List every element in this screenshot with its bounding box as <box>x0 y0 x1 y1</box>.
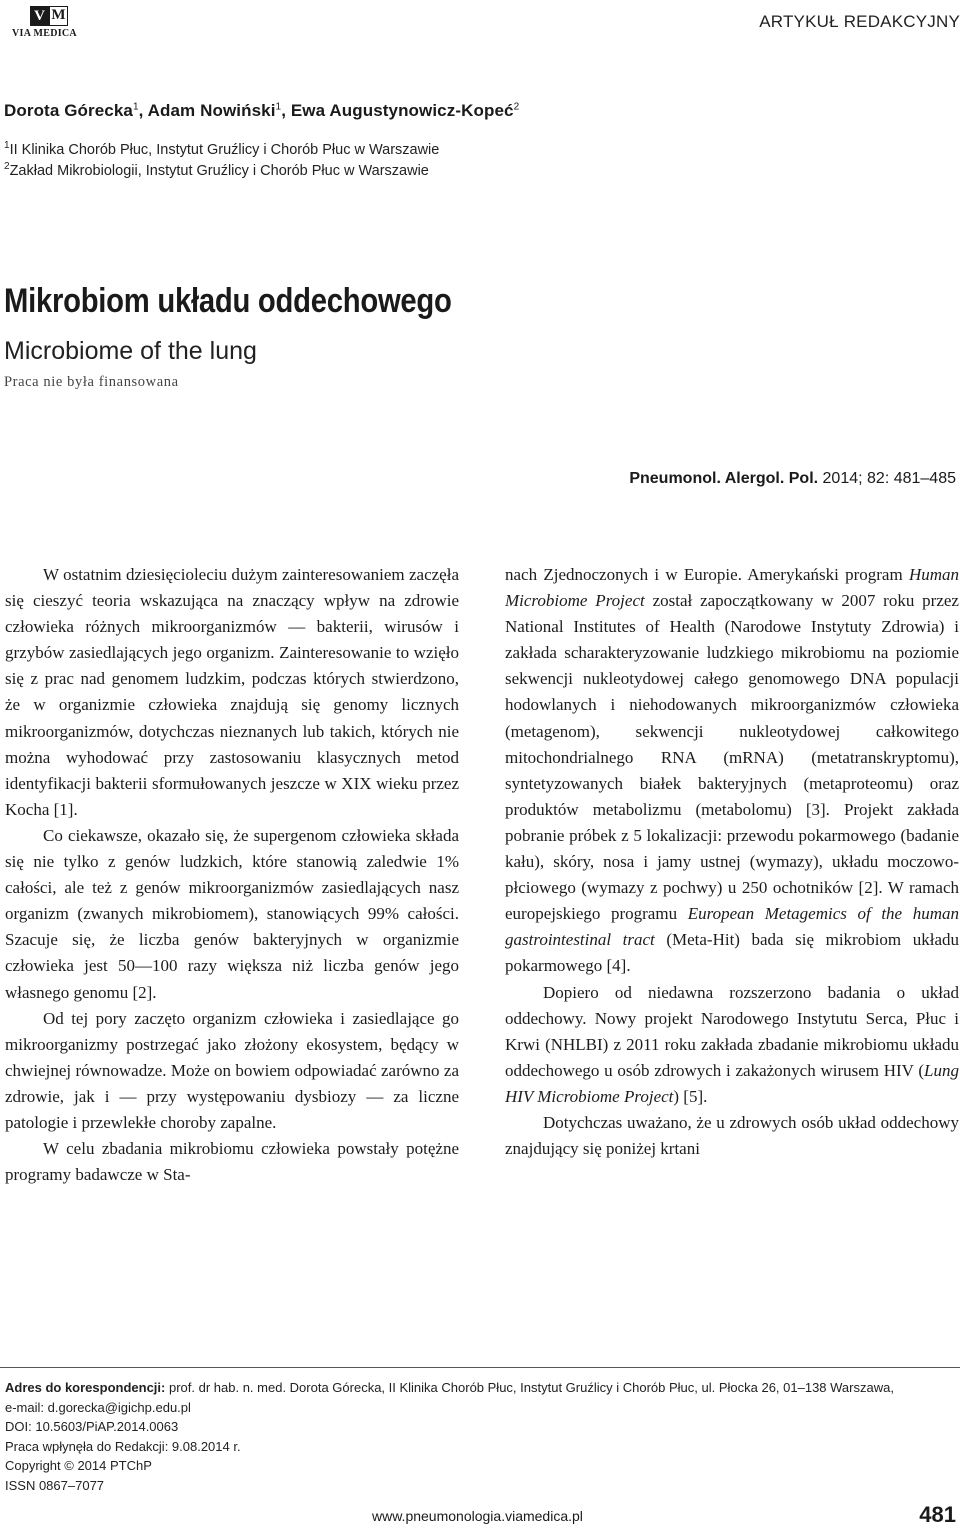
correspondence-label: Adres do korespondencji: <box>5 1380 166 1395</box>
affiliation-sup: 1 <box>4 140 10 151</box>
author-name: Adam Nowiński <box>147 101 276 120</box>
paragraph <box>505 980 959 1110</box>
body-column-right <box>505 562 959 1162</box>
text-run: Dopiero od niedawna rozszerzono badania o układ oddechowy. Nowy projekt Narodowego Instytutu Serca, Płuc i Krwi (NHLBI) z 2011 roku zakłada zbadanie mikrobiomu układu oddechowego u osób zdrowych i zakażonych wirusem HIV ( <box>505 982 959 1080</box>
author-sup: 1 <box>132 101 139 113</box>
paragraph: Od tej pory zaczęto organizm człowieka i zasiedlające go mikroorganizmy postrzegać jako złożony ekosystem, będący w chwiejnej równowadze. Może on bowiem odpowiadać zarówno za zdrowie, jak i — przy występowaniu dysbiozy — za liczne patologie i przewlekłe choroby zapalne. <box>5 1008 459 1132</box>
publisher-name: VIA MEDICA <box>12 28 77 39</box>
authors <box>4 101 519 121</box>
author-sup: 2 <box>513 101 520 113</box>
paragraph: Dotychczas uważano, że u zdrowych osób układ oddechowy znajdujący się poniżej krtani <box>505 1112 959 1159</box>
project-name: Lung HIV Microbiome Project <box>505 1060 959 1106</box>
email: e-mail: d.gorecka@igichp.edu.pl <box>5 1399 191 1415</box>
correspondence-block <box>5 1378 955 1495</box>
doi: DOI: 10.5603/PiAP.2014.0063 <box>5 1419 179 1434</box>
paragraph: W celu zbadania mikrobiomu człowieka powstały potężne programy badawcze w Sta- <box>5 1139 459 1185</box>
text-run: ) [5]. <box>673 1086 708 1106</box>
received-date: Praca wpłynęła do Redakcji: 9.08.2014 r. <box>5 1438 241 1454</box>
article-subtitle: Microbiome of the lung <box>4 337 257 365</box>
author-separator: , <box>138 101 148 120</box>
text-run: został zapoczątkowany w 2007 roku przez National Institutes of Health (Narodowe Instytuty Zdrowia) i zakłada scharakteryzowanie ludzkiego mikrobiomu na poziomie sekwencji nukleotydowej całego genomowego DNA populacji hodowlanych i niehodowanych mikroorganizmów człowieka (metagenom), sekwencji nukleotydowej całkowitego mitochondrialnego RNA (mRNA) (metatranskryptomu), syntetyzowanych białek bakteryjnych (metaproteomu) oraz produktów metabolizmu (metabolomu) [3]. Projekt zakłada pobranie próbek z 5 lokalizacji: przewodu pokarmowego (badanie kału), skóry, nosa i jamy ustnej (wymazy), układu moczowo-płciowego (wymazy z pochwy) u 250 ochotników [2]. W ramach europejskiego programu <box>505 591 959 924</box>
author-separator: , <box>281 101 291 120</box>
paragraph: Co ciekawsze, okazało się, że supergenom człowieka składa się nie tylko z genów ludzkich, które stanowią zaledwie 1% całości, ale też z genów mikroorganizmów zasiedlających nasz organizm (zwanych mikrobiomem), stanowiących 99% całości. Szacuje się, że liczba genów bakteryjnych w organizmie człowieka jest 50—100 razy większa niż liczba genów jego własnego genomu [2]. <box>5 825 459 1002</box>
citation <box>629 470 956 488</box>
author-sup: 1 <box>275 101 282 113</box>
issn: ISSN 0867–7077 <box>5 1477 105 1493</box>
citation-details: 2014; 82: 481–485 <box>822 470 956 487</box>
citation-journal: Pneumonol. Alergol. Pol. <box>629 470 819 487</box>
copyright: Copyright © 2014 PTChP <box>5 1458 152 1473</box>
affiliation-sup: 2 <box>4 161 10 172</box>
article-title: Mikrobiom układu oddechowego <box>4 282 452 320</box>
affiliation <box>4 161 429 179</box>
funding-note: Praca nie była finansowana <box>4 374 179 390</box>
correspondence-address: prof. dr hab. n. med. Dorota Górecka, II Klinika Chorób Płuc, Instytut Gruźlicy i Chorób Płuc, ul. Płocka 26, 01–138 Warszawa, <box>165 1380 894 1395</box>
logo-letter-m: M <box>49 6 68 26</box>
affiliation-text: Zakład Mikrobiologii, Instytut Gruźlicy i Chorób Płuc w Warszawie <box>9 162 429 179</box>
affiliation-text: II Klinika Chorób Płuc, Instytut Gruźlicy i Chorób Płuc w Warszawie <box>9 141 440 158</box>
author-name: Dorota Górecka <box>4 101 133 120</box>
logo-letter-v: V <box>30 6 49 26</box>
text-run: nach Zjednoczonych i w Europie. Amerykański program <box>505 565 909 584</box>
body-column-left <box>5 562 459 1188</box>
paragraph: W ostatnim dziesięcioleciu dużym zainteresowaniem zaczęła się cieszyć teoria wskazująca na znaczący wpływ na zdrowie człowieka różnych mikroorganizmów — bakterii, wirusów i grzybów zasiedlających jego organizm. Zainteresowanie to wzięło się z prac nad genomem ludzkim, podczas których stwierdzono, że w organizmie człowieka znajdują się genomy licznych mikroorganizmów, dotychczas nieznanych lub takich, których nie można wyhodować przy zastosowaniu klasycznych metod identyfikacji bakterii sformułowanych jeszcze w XIX wieku przez Kocha [1]. <box>5 565 459 819</box>
page-number: 481 <box>919 1502 956 1527</box>
project-name: European Metagemics of the human gastrointestinal tract <box>505 904 960 950</box>
footer-divider <box>0 1367 960 1368</box>
affiliation <box>4 140 439 158</box>
article-type: ARTYKUŁ REDAKCYJNY <box>759 12 960 31</box>
paragraph <box>505 562 959 980</box>
publisher-logo <box>10 6 90 38</box>
author-name: Ewa Augustynowicz-Kopeć <box>290 101 514 120</box>
project-name: Human Microbiome Project <box>505 565 959 611</box>
journal-website: www.pneumonologia.viamedica.pl <box>372 1508 583 1524</box>
correspondence-line <box>5 1378 955 1398</box>
vm-logo-icon <box>30 6 68 26</box>
text-run: (Meta-Hit) bada się mikrobiom układu pokarmowego [4]. <box>505 930 959 976</box>
